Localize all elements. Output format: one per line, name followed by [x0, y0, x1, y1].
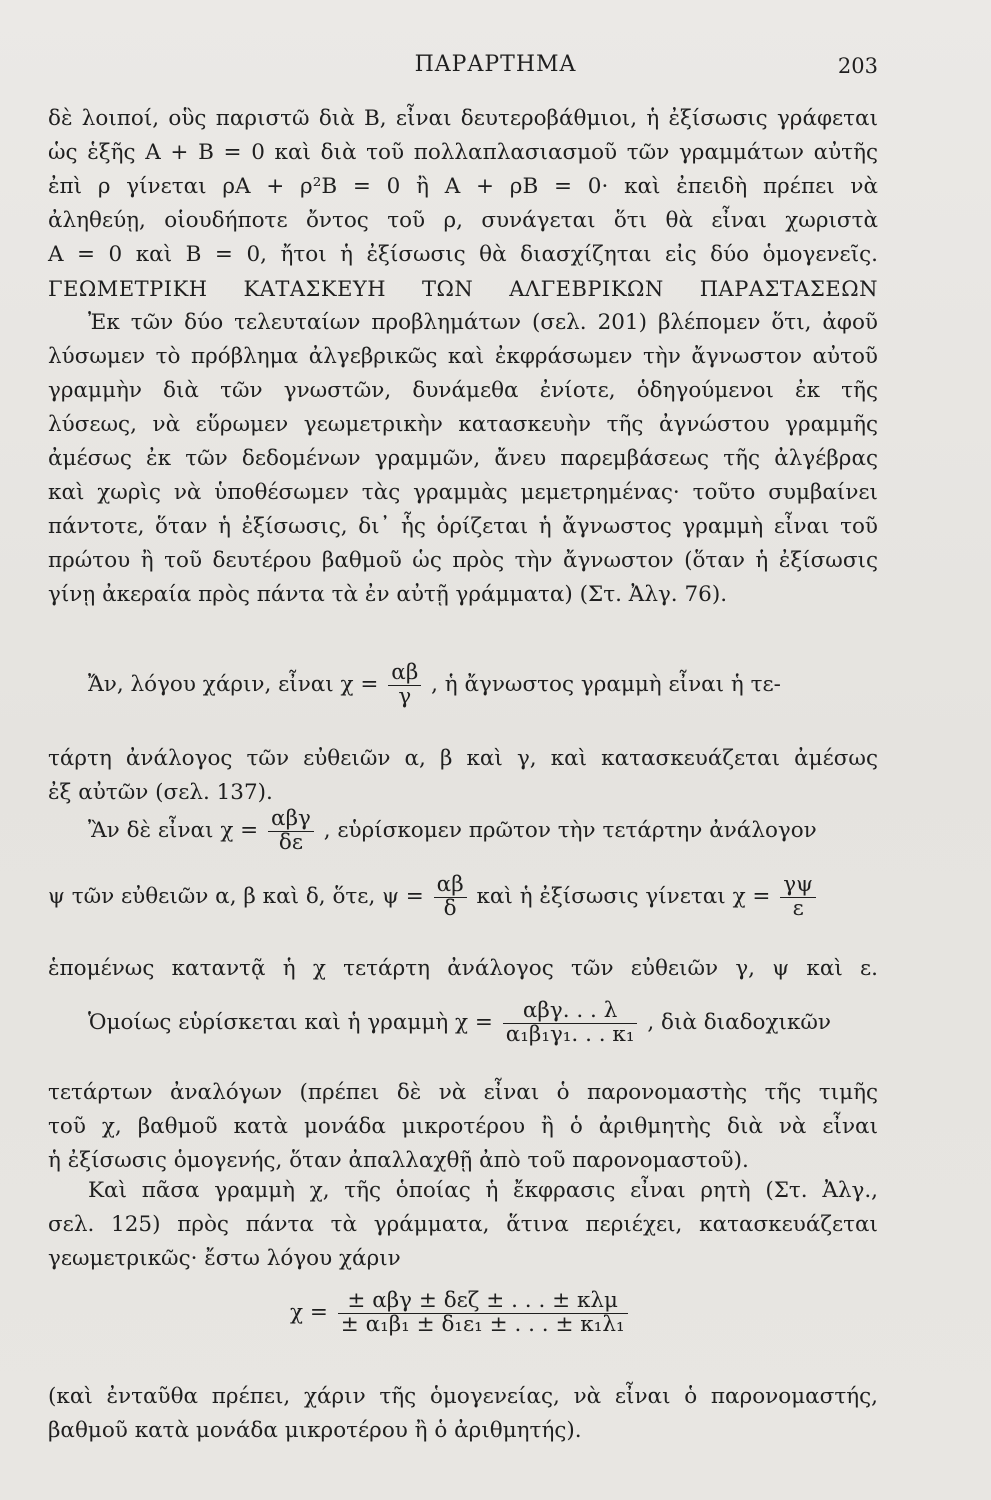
display-equation	[290, 1290, 631, 1336]
text-block	[48, 1076, 878, 1178]
fraction	[434, 874, 467, 920]
text-block	[48, 952, 878, 986]
fraction-denominator: δ	[443, 895, 457, 921]
fraction-denominator: α₁β₁γ₁. . . κ₁	[505, 1021, 635, 1047]
page-number: 203	[837, 54, 878, 78]
text-line: τάρτη ἀνάλογος τῶν εὐθειῶν α, β καὶ γ, καὶ κατασκευάζεται ἀμέσως	[48, 746, 878, 771]
fraction-denominator: ± α₁β₁ ± δ₁ε₁ ± . . . ± κ₁λ₁	[340, 1311, 625, 1337]
text-line: Α = 0 καὶ Β = 0, ἤτοι ἡ ἐξίσωσις θὰ διασχίζηται εἰς δύο ὁμογενεῖς.	[48, 242, 878, 267]
text-line: γραμμὴν διὰ τῶν γνωστῶν, δυνάμεθα ἐνίοτε, ὁδηγούμενοι ἐκ τῆς	[48, 378, 878, 403]
equation-text: Ὁμοίως εὑρίσκεται καὶ ἡ γραμμὴ χ =	[88, 1010, 493, 1036]
running-head: ΠΑΡΑΡΤΗΜΑ	[414, 52, 577, 77]
text-line: πρώτου ἢ τοῦ δευτέρου βαθμοῦ ὡς πρὸς τὴν ἄγνωστον (ὅταν ἡ ἐξίσωσις	[48, 548, 878, 573]
text-line: Καὶ πᾶσα γραμμὴ χ, τῆς ὁποίας ἡ ἔκφρασις εἶναι ρητὴ (Στ. Ἀλγ.,	[88, 1178, 878, 1203]
fraction	[503, 1000, 638, 1046]
text-line: γεωμετρικῶς· ἔστω λόγου χάριν	[48, 1246, 401, 1271]
equation-text: Ἄν, λόγου χάριν, εἶναι χ =	[88, 672, 379, 698]
text-line: ἐξ αὐτῶν (σελ. 137).	[48, 780, 273, 805]
section-heading: ΓΕΩΜΕΤΡΙΚΗ ΚΑΤΑΣΚΕΥΗ ΤΩΝ ΑΛΓΕΒΡΙΚΩΝ ΠΑΡΑΣΤΑΣΕΩΝ	[48, 277, 878, 301]
equation-line	[88, 808, 878, 854]
text-line: ἐπὶ ρ γίνεται ρΑ + ρ²Β = 0 ἢ Α + ρΒ = 0· καὶ ἐπειδὴ πρέπει νὰ	[48, 174, 878, 199]
text-line: πάντοτε, ὅταν ἡ ἐξίσωσις, δι᾽ ἧς ὁρίζεται ἡ ἄγνωστος γραμμὴ εἶναι τοῦ	[48, 514, 878, 539]
equation-text: , ἡ ἄγνωστος γραμμὴ εἶναι ἡ τε-	[431, 672, 781, 698]
text-line: σελ. 125) πρὸς πάντα τὰ γράμματα, ἅτινα περιέχει, κατασκευάζεται	[48, 1212, 878, 1237]
fraction	[268, 808, 314, 854]
text-line: γίνῃ ἀκεραία πρὸς πάντα τὰ ἐν αὐτῇ γράμματα) (Στ. Ἀλγ. 76).	[48, 582, 728, 607]
text-line: ἀληθεύῃ, οἱουδήποτε ὄντος τοῦ ρ, συνάγεται ὅτι θὰ εἶναι χωριστὰ	[48, 208, 878, 233]
equation-line	[48, 874, 878, 920]
text-line: ὡς ἑξῆς Α + Β = 0 καὶ διὰ τοῦ πολλαπλασιασμοῦ τῶν γραμμάτων αὐτῆς	[48, 140, 878, 165]
equation-line	[88, 662, 878, 708]
page-header	[0, 52, 991, 82]
text-line: Ἐκ τῶν δύο τελευταίων προβλημάτων (σελ. 201) βλέπομεν ὅτι, ἀφοῦ	[88, 310, 878, 335]
page-body	[48, 102, 878, 612]
fraction	[338, 1290, 628, 1336]
equation-text: καὶ ἡ ἐξίσωσις γίνεται χ =	[476, 884, 771, 910]
text-line: ἡ ἐξίσωσις ὁμογενής, ὅταν ἀπαλλαχθῇ ἀπὸ τοῦ παρονομαστοῦ).	[48, 1148, 749, 1173]
equation-text: ψ τῶν εὐθειῶν α, β καὶ δ, ὅτε, ψ =	[48, 884, 424, 910]
text-line: ἀμέσως ἐκ τῶν δεδομένων γραμμῶν, ἄνευ παρεμβάσεως τῆς ἀλγέβρας	[48, 446, 878, 471]
text-line: καὶ χωρὶς νὰ ὑποθέσωμεν τὰς γραμμὰς μεμετρημένας· τοῦτο συμβαίνει	[48, 480, 878, 505]
equation-text: , διὰ διαδοχικῶν	[647, 1010, 832, 1036]
equation-lhs: χ =	[290, 1300, 328, 1326]
text-line: ἑπομένως καταντᾷ ἡ χ τετάρτη ἀνάλογος τῶν εὐθειῶν γ, ψ καὶ ε.	[48, 956, 878, 981]
fraction-numerator: ± αβγ ± δεζ ± . . . ± κλμ	[338, 1290, 628, 1314]
fraction-numerator: αβ	[388, 662, 421, 686]
fraction	[780, 874, 816, 920]
equation-line	[88, 1000, 878, 1046]
text-line: βαθμοῦ κατὰ μονάδα μικροτέρου ἢ ὁ ἀριθμητής).	[48, 1418, 582, 1443]
fraction-numerator: αβγ. . . λ	[503, 1000, 638, 1024]
text-block	[48, 1174, 878, 1276]
equation-text: Ἂν δὲ εἶναι χ =	[88, 818, 259, 844]
fraction-numerator: αβγ	[268, 808, 314, 832]
text-line: δὲ λοιποί, οὓς παριστῶ διὰ Β, εἶναι δευτεροβάθμιοι, ἡ ἐξίσωσις γράφεται	[48, 106, 878, 131]
fraction	[388, 662, 421, 708]
fraction-denominator: ε	[792, 895, 804, 921]
equation-text: , εὑρίσκομεν πρῶτον τὴν τετάρτην ἀνάλογον	[323, 818, 817, 844]
text-line: (καὶ ἐνταῦθα πρέπει, χάριν τῆς ὁμογενείας, νὰ εἶναι ὁ παρονομαστής,	[48, 1384, 878, 1409]
text-line: λύσωμεν τὸ πρόβλημα ἀλγεβρικῶς καὶ ἐκφράσωμεν τὴν ἄγνωστον αὐτοῦ	[48, 344, 878, 369]
fraction-numerator: αβ	[434, 874, 467, 898]
text-line: τοῦ χ, βαθμοῦ κατὰ μονάδα μικροτέρου ἢ ὁ ἀριθμητὴς διὰ νὰ εἶναι	[48, 1114, 878, 1139]
text-line: λύσεως, νὰ εὕρωμεν γεωμετρικὴν κατασκευὴν τῆς ἀγνώστου γραμμῆς	[48, 412, 878, 437]
text-block	[48, 1380, 878, 1448]
fraction-denominator: γ	[398, 683, 412, 709]
fraction-denominator: δε	[278, 829, 303, 855]
fraction-numerator: γψ	[780, 874, 816, 898]
text-block	[48, 742, 878, 810]
text-line: τετάρτων ἀναλόγων (πρέπει δὲ νὰ εἶναι ὁ παρονομαστὴς τῆς τιμῆς	[48, 1080, 878, 1105]
